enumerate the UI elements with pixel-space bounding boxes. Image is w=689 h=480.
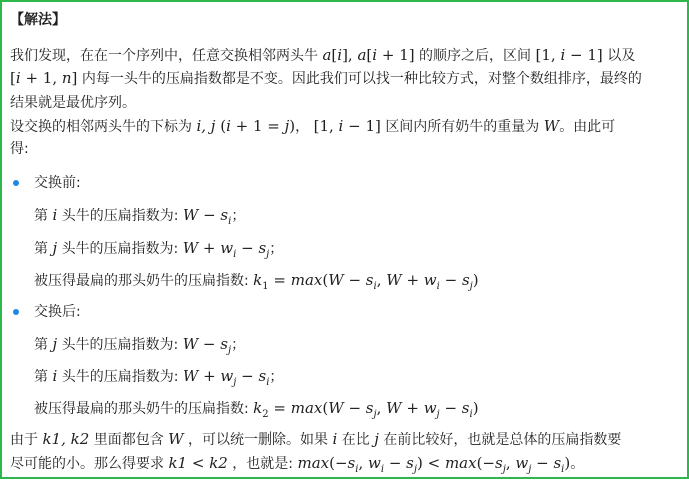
conclusion-line-2 — [10, 453, 584, 480]
math-interval-right: [i + 1, n] — [10, 69, 78, 87]
before-heading: 交换前: — [34, 175, 81, 191]
conclusion-line-1 — [10, 429, 621, 450]
intro-text: 。由此可 — [559, 119, 616, 135]
math-j: j — [52, 239, 58, 257]
math-j: j — [374, 430, 379, 448]
math-k1-k2: k1, k2 — [42, 430, 90, 448]
conclusion-text: 在比 — [341, 432, 370, 448]
before-cow-j: 第 j 头牛的压扁指数为: $W + w_i - s_j$； — [34, 239, 284, 260]
math-expr: $k_2 = \max(W - s_j$, $W + w_j - s_i$) — [253, 399, 479, 420]
intro-line-4: 设交换的相邻两头牛的下标为 i, j (i + 1 = j)， [1, i − 1] 区间内所有奶牛的重量为 W。由此可 — [10, 117, 616, 135]
intro-text: 以及 — [607, 48, 636, 64]
label-text: 头牛的压扁指数为: — [61, 337, 179, 353]
conclusion-text: 由于 — [10, 432, 38, 448]
bullet-dot — [13, 180, 19, 186]
label-text: 头牛的压扁指数为: — [61, 241, 179, 257]
label-text: 被压得最扁的那头奶牛的压扁指数: — [34, 401, 249, 417]
intro-text: 区间内所有奶牛的重量为 — [385, 119, 540, 135]
conclusion-text: 尽可能的小。那么得要求 — [10, 456, 164, 472]
conclusion-text: 。 — [570, 456, 585, 472]
after-cow-j: 第 j 头牛的压扁指数为: $W - s_j$； — [34, 335, 246, 356]
math-expr: $W - s_j$ — [182, 335, 232, 356]
intro-line-2 — [10, 68, 642, 89]
math-i: i — [52, 206, 58, 224]
math-expr: $k_1 = \max(W - s_i$, $W + w_i - s_j$) — [253, 271, 479, 292]
math-final-condition: $\max(-s_i$, $w_i - s_j) < \max(-s_j$, $w_j - s_i$) — [297, 454, 571, 475]
label-text: 第 — [34, 337, 48, 353]
after-heading: 交换后: — [34, 304, 81, 320]
label-text: 第 — [34, 369, 48, 385]
math-i: i — [332, 430, 338, 448]
intro-text: 内每一头牛的压扁指数都是不变。因此我们可以找一种比较方式，对整个数组排序，最终的 — [81, 71, 642, 87]
math-interval-left: [1, i − 1] — [313, 117, 381, 135]
label-text: 头牛的压扁指数为: — [61, 208, 179, 224]
math-i: i — [52, 367, 58, 385]
intro-line-5: 得: — [10, 141, 29, 157]
math-expr: $W + w_j - s_i$ — [182, 367, 270, 388]
conclusion-text: 里面都包含 — [93, 432, 164, 448]
before-max — [34, 270, 479, 297]
label-text: 第 — [34, 208, 48, 224]
intro-line-3: 结果就是最优序列。 — [10, 95, 136, 111]
math-expr: $W - s_i$ — [182, 206, 232, 227]
math-swap-pair: a[i], a[i + 1] — [322, 46, 415, 64]
math-k-compare: k1 < k2 — [168, 454, 228, 472]
intro-text: 设交换的相邻两头牛的下标为 — [10, 119, 192, 135]
math-expr: $W + w_i - s_j$ — [182, 239, 270, 260]
intro-text: 的顺序之后，区间 — [419, 48, 532, 64]
math-weight: W — [543, 117, 560, 135]
conclusion-text: ，也就是: — [232, 456, 294, 472]
label-text: 头牛的压扁指数为: — [61, 369, 179, 385]
after-max — [34, 398, 479, 425]
bullet-dot — [13, 309, 19, 315]
label-text: 第 — [34, 241, 48, 257]
intro-line-1 — [10, 45, 635, 66]
section-title: 【解法】 — [10, 12, 66, 28]
math-interval-left: [1, i − 1] — [535, 46, 603, 64]
before-cow-i: 第 i 头牛的压扁指数为: $W - s_i$； — [34, 206, 246, 227]
conclusion-text: 在前比较好，也就是总体的压扁指数要 — [383, 432, 622, 448]
math-weight: W — [168, 430, 184, 448]
after-cow-i: 第 i 头牛的压扁指数为: $W + w_j - s_i$； — [34, 367, 284, 388]
math-indices: i, j (i + 1 = j) — [196, 117, 296, 135]
label-text: 被压得最扁的那头奶牛的压扁指数: — [34, 273, 249, 289]
math-j: j — [52, 335, 58, 353]
intro-text: 我们发现，在在一个序列中，任意交换相邻两头牛 — [10, 48, 318, 64]
conclusion-text: ，可以统一删除。如果 — [188, 432, 329, 448]
